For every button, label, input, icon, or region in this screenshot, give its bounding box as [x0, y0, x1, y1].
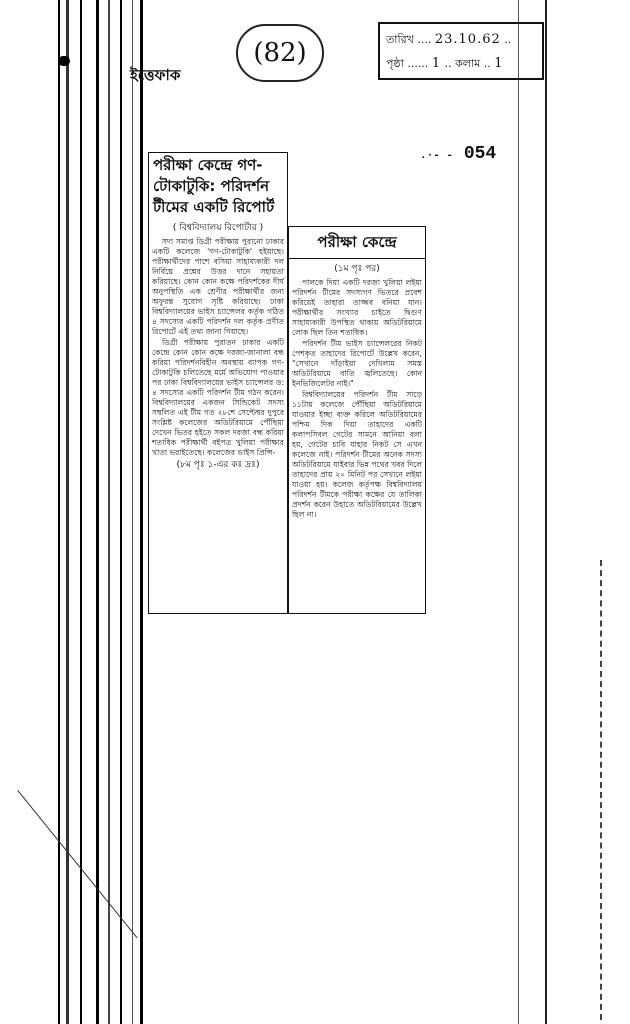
article-2-continued-from: (১ম পৃঃ পর)	[334, 264, 380, 274]
article-1-paragraph: ডিগ্রী পরীক্ষায় পুরাতন ঢাকার একটি কেন্দ্রে কোন কোন কক্ষে দরজা-জানালা বন্ধ করিয়া পরিদর্শনবিহীন অবস্থায় ব্যাপক গণ-টোকাটুকি চলিতেছে মর্মে অভিযোগ পাওয়ার পর ঢাকা বিশ্ববিদ্যালয়ের ভাইস চ্যান্সেলর ড: ৪ সদস্যের একটি পরিদর্শন টীম গঠন করেন। বিশ্ববিদ্যালয়ের একজন সিন্ডিকেট সদস্য সম্বলিত এই টীম গত ২৮শে সেপ্টেম্বর দুপুরে সংশ্লিষ্ট কলেজের অডিটরিয়ামে পৌঁছিয়া দেখেন ভিতর হইতে সকল দরজা বন্ধ করিয়া শতাধিক পরীক্ষার্থী বইপত্র খুলিয়া পরীক্ষার খাতা ভরাইতেছে। কলেজের ভাইস প্রিন্সি-	[152, 338, 284, 457]
stamp-date-label: তারিখ	[386, 33, 414, 46]
page-edge	[545, 0, 547, 1024]
article-1-headline: পরীক্ষা কেন্দ্রে গণ-টোকাটুকি: পরিদর্শন টীমের একটি রিপোর্ট	[153, 156, 275, 216]
stamp-page-row: পৃষ্ঠা ...... 1 .. কলাম .. 1	[386, 56, 504, 71]
binding-strip	[140, 0, 143, 1024]
article-2-paragraph: পালকে দিয়া একটি দরজা খুলিয়া লইয়া পরিদর্শন টীমের সদস্যগণ ভিতরে প্রবেশ করিয়েই তাহারা তাজ্জব বনিয়া যান। পরীক্ষার্থীর সংখ্যার চাইতে দ্বিগুণ সাহায্যকারী উপস্থিত থাকায় অডিটরিয়ামে লোক ছিল তিন শতাধিক।	[292, 278, 422, 337]
stamp-col-label: কলাম	[455, 57, 481, 70]
binding-strip	[120, 0, 122, 1024]
article-2-body	[289, 276, 425, 523]
newspaper-name: ইত্তেফাক	[130, 66, 181, 84]
binding-strip	[58, 0, 60, 1024]
clipping-article-2	[288, 226, 426, 614]
article-1-continued: (৮ম পৃঃ ১-এর কঃ দ্রঃ)	[176, 460, 260, 470]
article-2-paragraph: বিশ্ববিদ্যালয়ের পরিদর্শন টীম সাড়ে ১১টায় কলেজে পৌঁছিয়া অডিটরিয়ামে যাওয়ার ইচ্ছা ব্যক্ত করিলে অডিটরিয়ামের পশ্চিম দিক দিয়া তাহাদের একটি কলাপসিবল গেটের সামনে আনিয়া বলা হয়, গেটের চাবি যাহার নিকট সে এখন কলেজে নাই। পরিদর্শন টীমের অনেক সদস্য অডিটরিয়ামে যাইবার ভিন্ন পথের খবর দিলে তাহাদের প্রায় ২০ মিনিট পর সেখানে লইয়া যাওয়া হয়। কলেজ কর্তৃপক্ষ বিশ্ববিদ্যালয় পরিদর্শন টীমকে পরীক্ষা কক্ষের যে তালিকা প্রদর্শন করেন উহাতে অডিটরিয়ামের উল্লেখ ছিল না।	[292, 390, 422, 519]
ref-dots: .·- -	[420, 150, 454, 162]
binding-strip	[132, 0, 133, 1024]
reference-number	[420, 144, 496, 164]
article-2-paragraph: পরিদর্শন টীম ভাইস চ্যান্সেলরের নিকট পেশকৃত তাহাদের রিপোর্টে উল্লেখ করেন, "সেখানে দাঁড়াইয়া দেখিলাম সমস্ত অডিটরিয়ামে বাতি জ্বলিতেছে। কোন ইনভিজিলেটর নাই।"	[292, 339, 422, 388]
page-edge	[518, 0, 519, 1024]
article-2-headline: পরীক্ষা কেন্দ্রে	[289, 227, 425, 259]
binding-strip	[66, 0, 69, 1024]
binding-hole	[58, 56, 70, 66]
binding-strip	[108, 0, 110, 1024]
date-stamp	[378, 22, 544, 80]
clipping-article-1	[148, 152, 288, 614]
ref-value: 054	[463, 144, 497, 164]
article-1-byline: ( বিশ্ববিদ্যালয় রিপোর্টার )	[172, 223, 264, 233]
stamp-date-row: তারিখ .... 23.10.62 ..	[386, 32, 512, 47]
binding-strip	[96, 0, 99, 1024]
article-1-paragraph: সদ্য সমাপ্ত ডিগ্রী পরীক্ষায় পুরানো ঢাকার একটি কলেজে 'গণ-টোকাটুকি' হইয়াছে। পরীক্ষার্থীদের পাশে বসিয়া সাহায্যকারী দল নির্বিঘ্নে প্রশ্নের উত্তর দানে সহায়তা করিয়াছে। কোন কোন কক্ষে পরিদর্শকের দীর্ঘ অনুপস্থিতি এক শ্রেণীর পরীক্ষার্থীর জন্য অফুরন্ত সুযোগ সৃষ্টি করিয়াছে। ঢাকা বিশ্ববিদ্যালয়ের ভাইস চ্যান্সেলর কর্তৃক গঠিত ৪ সদস্যের একটি পরিদর্শন দল কর্তৃক প্রণীত রিপোর্টে এই তথ্য জানা গিয়াছে।	[152, 237, 284, 336]
stamp-page-value: 1	[431, 56, 442, 71]
article-1-body	[149, 235, 287, 472]
stamp-date-value: 23.10.62	[434, 32, 501, 47]
folio-number: (82)	[236, 24, 324, 82]
stamp-col-value: 1	[494, 56, 504, 71]
stamp-page-label: পৃষ্ঠা	[386, 57, 404, 70]
torn-edge	[600, 560, 624, 1020]
